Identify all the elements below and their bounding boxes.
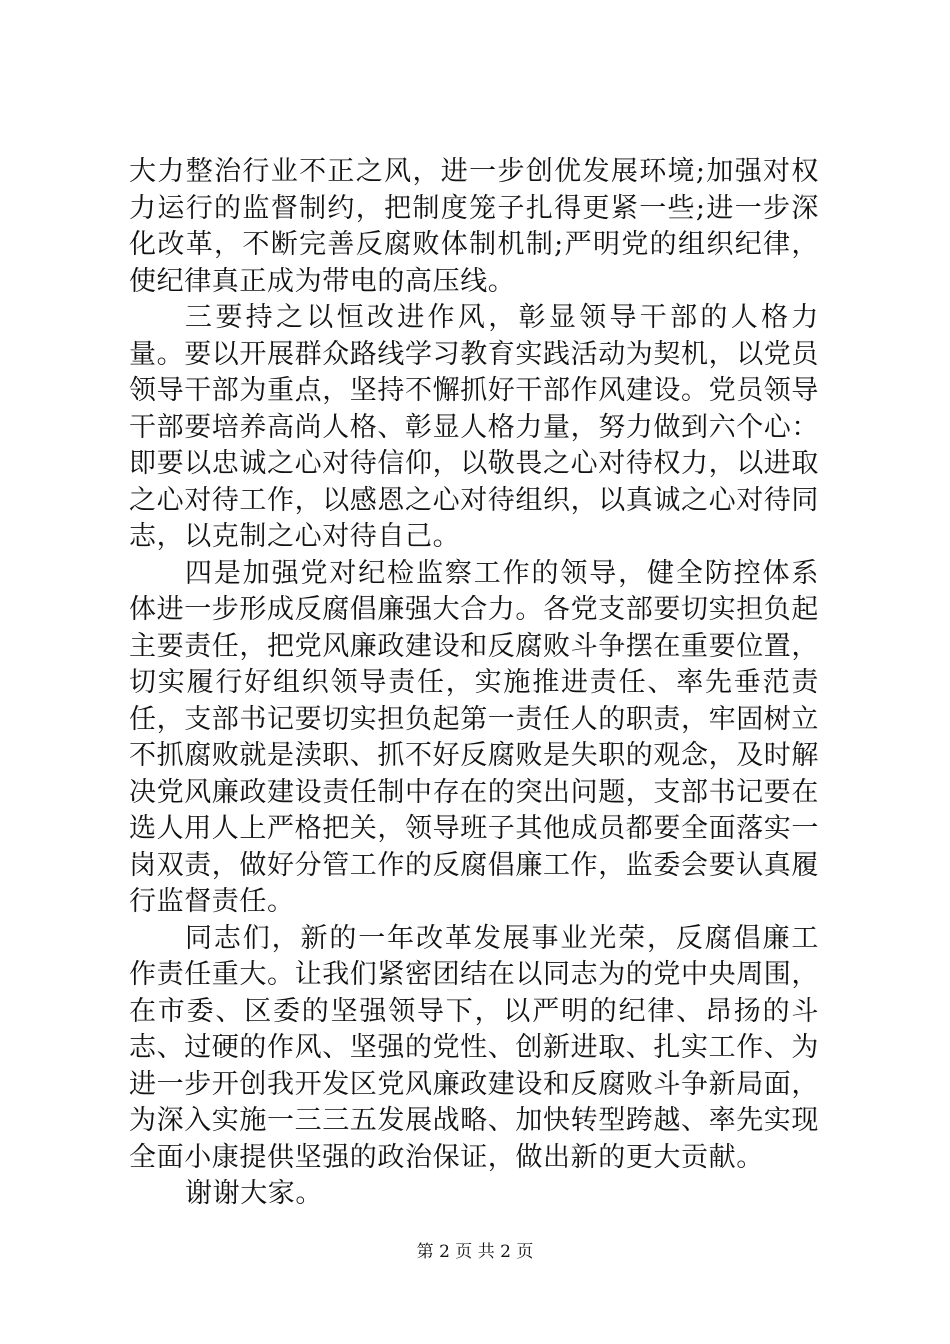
document-body (129, 154, 819, 1213)
paragraph-5: 谢谢大家。 (185, 1178, 323, 1209)
paragraph-3: 四是加强党对纪检监察工作的领导，健全防控体系体进一步形成反腐倡廉强大合力。各党支部要切实担负起主要责任，把党风廉政建设和反腐败斗争摆在重要位置，切实履行好组织领导责任，实施推进责任、率先垂范责任，支部书记要切实担负起第一责任人的职责，牢固树立不抓腐败就是渎职、抓不好反腐败是失职的观念，及时解决党风廉政建设责任制中存在的突出问题，支部书记要在选人用人上严格把关，领导班子其他成员都要全面落实一岗双责，做好分管工作的反腐倡廉工作，监委会要认真履行监督责任。 (129, 557, 819, 917)
page-number-label: 第 2 页 共 2 页 (416, 1242, 534, 1262)
paragraph-4: 同志们，新的一年改革发展事业光荣，反腐倡廉工作责任重大。让我们紧密团结在以同志为的党中央周围，在市委、区委的坚强领导下，以严明的纪律、昂扬的斗志、过硬的作风、坚强的党性、创新进取、扎实工作、为进一步开创我开发区党风廉政建设和反腐败斗争新局面，为深入实施一三三五发展战略、加快转型跨越、率先实现全面小康提供坚强的政治保证，做出新的更大贡献。 (129, 922, 819, 1173)
paragraph-2: 三要持之以恒改进作风，彰显领导干部的人格力量。要以开展群众路线学习教育实践活动为契机，以党员领导干部为重点，坚持不懈抓好干部作风建设。党员领导干部要培养高尚人格、彰显人格力量，努力做到六个心：即要以忠诚之心对待信仰，以敬畏之心对待权力，以进取之心对待工作，以感恩之心对待组织，以真诚之心对待同志，以克制之心对待自己。 (129, 302, 819, 552)
paragraph-1: 大力整治行业不正之风，进一步创优发展环境;加强对权力运行的监督制约，把制度笼子扎得更紧一些;进一步深化改革，不断完善反腐败体制机制;严明党的组织纪律，使纪律真正成为带电的高压线。 (129, 156, 819, 297)
page-footer (0, 1240, 950, 1264)
